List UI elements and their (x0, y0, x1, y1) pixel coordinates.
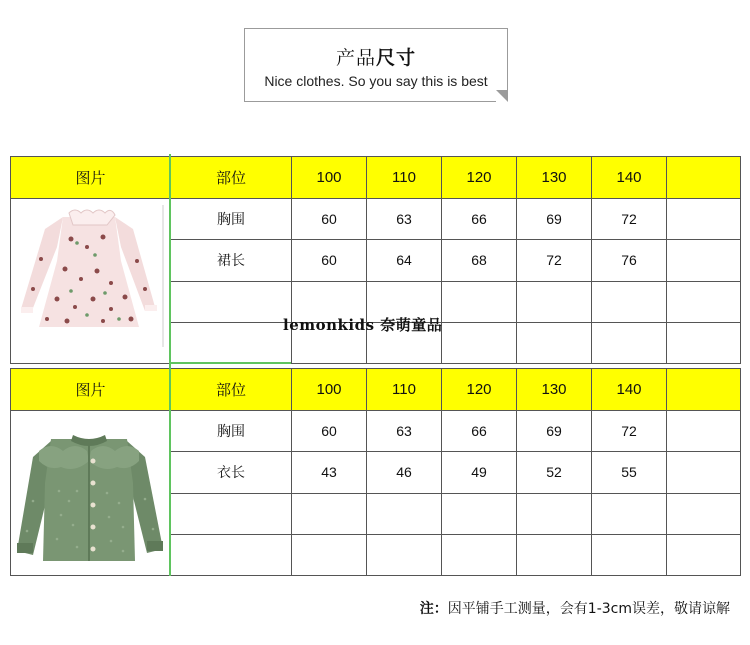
header-size: 100 (292, 369, 367, 411)
header-image: 图片 (11, 157, 171, 199)
empty-cell (442, 322, 517, 363)
footnote-lead: 注： (419, 601, 448, 617)
size-value: 52 (517, 452, 592, 493)
size-value: 55 (592, 452, 667, 493)
accent-line (169, 362, 171, 576)
size-value: 60 (292, 240, 367, 281)
title-bold: 尺寸 (376, 47, 417, 69)
empty-cell (667, 493, 741, 534)
empty-cell (667, 281, 741, 322)
size-value: 63 (367, 411, 442, 452)
empty-cell (367, 534, 442, 575)
dress-image (11, 199, 171, 359)
empty-cell (292, 534, 367, 575)
size-table-cardigan (10, 368, 741, 576)
header-size: 120 (442, 157, 517, 199)
part-label: 胸围 (171, 411, 292, 452)
size-value: 69 (517, 199, 592, 240)
header-part: 部位 (171, 157, 292, 199)
header-size: 110 (367, 157, 442, 199)
size-value: 43 (292, 452, 367, 493)
header-size: 110 (367, 369, 442, 411)
empty-cell (667, 240, 741, 281)
empty-cell (667, 411, 741, 452)
empty-cell (517, 493, 592, 534)
header-image: 图片 (11, 369, 171, 411)
size-value: 66 (442, 411, 517, 452)
size-value: 72 (592, 411, 667, 452)
part-label: 衣长 (171, 452, 292, 493)
empty-cell (171, 493, 292, 534)
header-size: 140 (592, 157, 667, 199)
accent-line (169, 362, 291, 364)
accent-line (169, 154, 171, 362)
empty-cell (292, 493, 367, 534)
empty-cell (442, 493, 517, 534)
empty-cell (667, 199, 741, 240)
part-label: 胸围 (171, 199, 292, 240)
empty-cell (171, 322, 292, 363)
size-value: 63 (367, 199, 442, 240)
empty-cell (442, 281, 517, 322)
header-empty (667, 157, 741, 199)
empty-cell (517, 322, 592, 363)
footnote (420, 598, 730, 618)
empty-cell (442, 534, 517, 575)
corner-fold (496, 90, 508, 102)
header-size: 120 (442, 369, 517, 411)
empty-cell (667, 452, 741, 493)
size-value: 69 (517, 411, 592, 452)
product-image-cell (11, 199, 171, 364)
size-value: 46 (367, 452, 442, 493)
size-value: 64 (367, 240, 442, 281)
empty-cell (171, 281, 292, 322)
empty-cell (667, 534, 741, 575)
size-value: 60 (292, 199, 367, 240)
watermark-text: lemonkids 奈萌童品 (283, 316, 443, 334)
size-value: 72 (592, 199, 667, 240)
empty-cell (592, 493, 667, 534)
header-empty (667, 369, 741, 411)
footnote-text: 因平铺手工测量，会有1-3cm误差，敬请谅解 (447, 601, 730, 617)
size-value: 76 (592, 240, 667, 281)
header-size: 140 (592, 369, 667, 411)
size-value: 60 (292, 411, 367, 452)
size-value: 72 (517, 240, 592, 281)
header-size: 130 (517, 157, 592, 199)
title-light: 产品 (335, 47, 376, 69)
empty-cell (517, 281, 592, 322)
empty-cell (517, 534, 592, 575)
header-part: 部位 (171, 369, 292, 411)
table-row (11, 199, 741, 240)
empty-cell (592, 322, 667, 363)
title-card (244, 28, 508, 102)
cardigan-image (11, 411, 171, 571)
table-header-row (11, 157, 741, 199)
header-size: 130 (517, 369, 592, 411)
empty-cell (171, 534, 292, 575)
page-subtitle: Nice clothes. So you say this is best (264, 73, 488, 89)
header-size: 100 (292, 157, 367, 199)
empty-cell (592, 281, 667, 322)
table-header-row (11, 369, 741, 411)
product-image-cell (11, 411, 171, 576)
part-label: 裙长 (171, 240, 292, 281)
size-value: 68 (442, 240, 517, 281)
size-value: 66 (442, 199, 517, 240)
empty-cell (592, 534, 667, 575)
table-row (11, 411, 741, 452)
size-value: 49 (442, 452, 517, 493)
page-title (245, 43, 507, 70)
empty-cell (667, 322, 741, 363)
empty-cell (367, 493, 442, 534)
